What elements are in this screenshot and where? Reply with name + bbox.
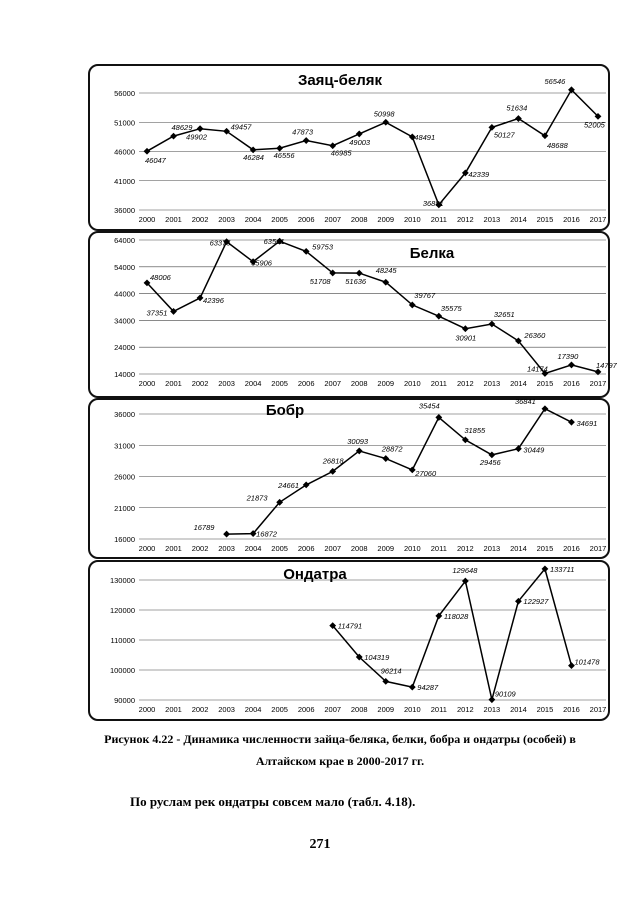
data-label: 46556 — [273, 151, 295, 161]
series-line — [147, 238, 598, 373]
data-label: 26360 — [524, 330, 546, 340]
x-tick-label: 2014 — [510, 379, 527, 388]
data-label: 24661 — [278, 480, 300, 490]
data-point — [409, 684, 416, 691]
data-label: 48491 — [414, 132, 436, 142]
y-tick-label: 90000 — [114, 696, 135, 705]
x-tick-label: 2003 — [218, 379, 235, 388]
y-tick-label: 36000 — [114, 410, 135, 419]
data-label: 27060 — [415, 468, 437, 478]
x-tick-label: 2005 — [271, 544, 288, 553]
data-label: 51636 — [345, 277, 367, 287]
x-tick-label: 2010 — [403, 544, 421, 553]
data-label: 48629 — [171, 123, 193, 133]
x-tick-label: 2009 — [377, 215, 395, 224]
y-tick-label: 26000 — [114, 472, 135, 482]
data-label: 129648 — [452, 566, 478, 576]
data-point — [382, 119, 389, 126]
x-tick-label: 2008 — [350, 705, 368, 714]
data-point — [356, 131, 363, 138]
x-tick-label: 2014 — [510, 215, 527, 224]
body-paragraph: По руслам рек ондатры совсем мало (табл. 4.18). — [130, 794, 416, 809]
x-tick-label: 2013 — [483, 215, 501, 224]
chart-svg-squirrel — [90, 233, 617, 396]
x-tick-label: 2000 — [138, 379, 156, 388]
x-tick-label: 2013 — [483, 379, 501, 388]
x-tick-label: 2008 — [350, 215, 368, 224]
data-point — [170, 133, 177, 140]
data-point — [382, 455, 389, 462]
data-point — [568, 362, 575, 369]
data-label: 96214 — [380, 666, 402, 676]
x-tick-label: 2017 — [589, 215, 607, 224]
y-tick-label: 54000 — [114, 262, 135, 272]
x-tick-label: 2010 — [403, 379, 421, 388]
data-label: 17390 — [557, 351, 579, 361]
data-label: 90109 — [494, 689, 516, 699]
data-label: 63375 — [209, 238, 231, 248]
data-label: 101478 — [574, 657, 600, 667]
chart-panel-hare — [88, 64, 610, 231]
data-label: 14797 — [596, 360, 617, 370]
chart-title: Ондатра — [283, 566, 347, 583]
data-label: 46047 — [145, 156, 166, 166]
x-tick-label: 2017 — [589, 705, 607, 714]
x-tick-label: 2000 — [138, 544, 156, 553]
data-label: 118028 — [443, 611, 469, 621]
data-point — [303, 137, 310, 144]
x-tick-label: 2000 — [138, 705, 156, 714]
data-point — [356, 270, 363, 277]
y-tick-label: 130000 — [109, 576, 135, 585]
x-tick-label: 2001 — [165, 215, 182, 224]
y-tick-label: 34000 — [114, 316, 135, 326]
x-tick-label: 2007 — [324, 379, 342, 388]
x-tick-label: 2006 — [297, 379, 315, 388]
x-tick-label: 2014 — [510, 705, 527, 714]
data-label: 48688 — [546, 140, 568, 150]
data-label: 49003 — [349, 137, 371, 147]
data-point — [197, 125, 204, 132]
data-label: 16789 — [193, 523, 215, 533]
y-tick-label: 100000 — [109, 666, 135, 675]
x-tick-label: 2007 — [324, 215, 342, 224]
data-label: 30449 — [523, 445, 545, 455]
data-label: 37351 — [146, 308, 168, 318]
x-tick-label: 2007 — [324, 544, 342, 553]
x-tick-label: 2002 — [191, 544, 209, 553]
x-tick-label: 2003 — [218, 705, 235, 714]
y-tick-label: 51000 — [114, 118, 135, 128]
series-line — [227, 409, 572, 534]
data-label: 51634 — [506, 103, 528, 113]
data-label: 122927 — [523, 597, 549, 607]
y-tick-label: 21000 — [114, 503, 135, 513]
data-label: 30901 — [455, 333, 477, 343]
chart-svg-beaver — [90, 396, 608, 557]
series-line — [147, 90, 598, 205]
x-tick-label: 2017 — [589, 379, 607, 388]
data-label: 104319 — [364, 653, 390, 663]
data-label: 56546 — [544, 76, 566, 86]
x-tick-label: 2012 — [457, 544, 474, 553]
x-tick-label: 2009 — [377, 705, 395, 714]
data-label: 36841 — [514, 396, 536, 406]
y-tick-label: 14000 — [114, 370, 135, 379]
chart-title: Заяц-беляк — [297, 72, 383, 89]
x-tick-label: 2011 — [430, 544, 447, 553]
x-tick-label: 2015 — [536, 379, 554, 388]
x-tick-label: 2012 — [457, 215, 474, 224]
data-label: 35575 — [440, 304, 462, 314]
y-tick-label: 41000 — [114, 176, 135, 186]
x-tick-label: 2006 — [297, 705, 315, 714]
x-tick-label: 2002 — [191, 705, 209, 714]
data-label: 46284 — [243, 152, 264, 162]
y-tick-label: 31000 — [114, 441, 135, 451]
x-tick-label: 2004 — [244, 544, 262, 553]
data-label: 29456 — [479, 457, 501, 467]
data-point — [223, 531, 230, 538]
x-tick-label: 2009 — [377, 544, 395, 553]
data-label: 133711 — [549, 564, 575, 574]
x-tick-label: 2003 — [218, 544, 235, 553]
x-tick-label: 2007 — [324, 705, 342, 714]
x-tick-label: 2012 — [457, 705, 474, 714]
data-label: 14174 — [526, 364, 548, 374]
figure-caption — [70, 728, 610, 772]
x-tick-label: 2008 — [350, 379, 368, 388]
y-tick-label: 110000 — [110, 636, 135, 645]
x-tick-label: 2017 — [589, 544, 607, 553]
data-label: 39767 — [414, 290, 436, 300]
x-tick-label: 2005 — [271, 379, 288, 388]
data-label: 50127 — [493, 130, 515, 140]
data-label: 42339 — [468, 169, 490, 179]
chart-panel-muskrat — [88, 560, 610, 721]
x-tick-label: 2015 — [536, 544, 554, 553]
chart-panel-squirrel — [88, 231, 617, 398]
page-number: 271 — [309, 837, 331, 852]
x-tick-label: 2015 — [536, 215, 554, 224]
x-tick-label: 2008 — [350, 544, 368, 553]
y-tick-label: 120000 — [109, 606, 135, 615]
chart-title: Бобр — [265, 402, 305, 419]
data-label: 48006 — [150, 272, 171, 282]
data-label: 52005 — [584, 120, 605, 130]
x-tick-label: 2000 — [138, 215, 156, 224]
x-tick-label: 2011 — [430, 379, 447, 388]
data-label: 30093 — [347, 436, 369, 446]
data-label: 49457 — [230, 122, 252, 132]
x-tick-label: 2005 — [271, 705, 288, 714]
x-tick-label: 2013 — [483, 544, 501, 553]
figure-caption-line2: Алтайском крае в 2000-2017 гг. — [255, 754, 425, 768]
data-label: 63561 — [263, 237, 285, 247]
y-tick-label: 64000 — [114, 236, 135, 245]
x-tick-label: 2016 — [563, 705, 580, 714]
data-label: 32651 — [493, 310, 515, 320]
data-label: 46985 — [330, 148, 352, 158]
x-tick-label: 2013 — [483, 705, 501, 714]
data-label: 28872 — [381, 444, 403, 454]
x-tick-label: 2012 — [457, 379, 474, 388]
data-point — [435, 313, 442, 320]
x-tick-label: 2006 — [297, 544, 315, 553]
data-label: 59753 — [312, 242, 334, 252]
figure-caption-line1: Рисунок 4.22 - Динамика численности зайца-беляка, белки, бобра и ондатры (особей) в — [104, 732, 576, 746]
x-tick-label: 2010 — [403, 705, 421, 714]
series-line — [333, 569, 572, 700]
x-tick-label: 2010 — [403, 215, 421, 224]
data-label: 114791 — [337, 621, 363, 631]
y-tick-label: 44000 — [114, 289, 135, 299]
data-label: 48245 — [375, 266, 397, 276]
chart-title: Белка — [409, 245, 455, 262]
x-tick-label: 2004 — [244, 379, 262, 388]
x-tick-label: 2002 — [191, 215, 209, 224]
data-label: 47873 — [292, 127, 314, 137]
data-label: 16872 — [256, 529, 277, 539]
data-label: 49902 — [186, 132, 207, 142]
data-point — [568, 419, 575, 426]
x-tick-label: 2001 — [165, 544, 182, 553]
x-tick-label: 2002 — [191, 379, 209, 388]
data-label: 36881 — [422, 198, 444, 208]
data-label: 26818 — [322, 456, 344, 466]
data-point — [144, 148, 151, 155]
data-label: 51708 — [309, 276, 331, 286]
data-label: 34691 — [576, 419, 598, 429]
x-tick-label: 2003 — [218, 215, 235, 224]
x-tick-label: 2016 — [563, 379, 580, 388]
x-tick-label: 2004 — [244, 705, 262, 714]
data-label: 55906 — [251, 258, 272, 268]
y-tick-label: 16000 — [114, 535, 135, 544]
data-label: 50998 — [373, 109, 395, 119]
chart-svg-muskrat — [90, 562, 608, 719]
chart-svg-hare — [90, 66, 608, 229]
x-tick-label: 2009 — [377, 379, 395, 388]
x-tick-label: 2016 — [563, 215, 580, 224]
y-tick-label: 46000 — [114, 147, 135, 157]
x-tick-label: 2011 — [430, 215, 447, 224]
data-label: 35454 — [418, 401, 440, 411]
data-label: 94287 — [417, 683, 439, 693]
x-tick-label: 2005 — [271, 215, 288, 224]
x-tick-label: 2014 — [510, 544, 527, 553]
y-tick-label: 36000 — [114, 206, 135, 215]
data-point — [462, 325, 469, 332]
y-tick-label: 56000 — [114, 89, 135, 98]
x-tick-label: 2006 — [297, 215, 315, 224]
y-tick-label: 24000 — [114, 343, 135, 353]
x-tick-label: 2004 — [244, 215, 262, 224]
x-tick-label: 2001 — [165, 705, 182, 714]
data-label: 31855 — [464, 425, 486, 435]
data-label: 21873 — [246, 493, 268, 503]
x-tick-label: 2001 — [165, 379, 182, 388]
x-tick-label: 2016 — [563, 544, 580, 553]
x-tick-label: 2011 — [430, 705, 447, 714]
data-label: 42396 — [203, 295, 224, 305]
x-tick-label: 2015 — [536, 705, 554, 714]
chart-panel-beaver — [88, 398, 610, 559]
